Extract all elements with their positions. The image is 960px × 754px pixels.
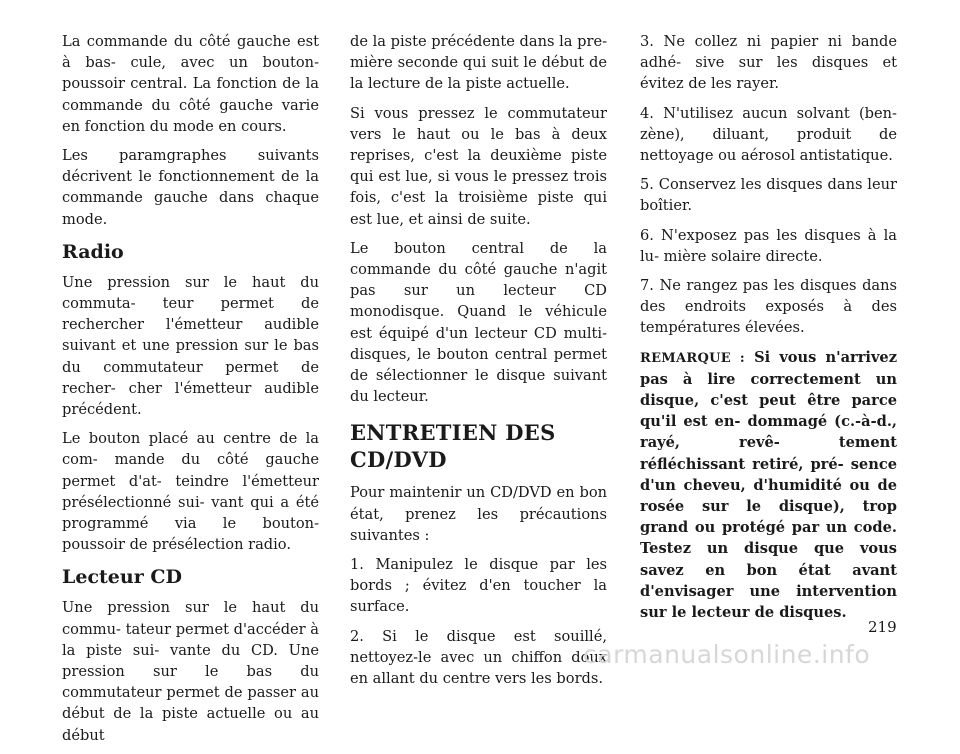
maintenance-step-1: 1. Manipulez le disque par les bords ; évitez d'en toucher la surface. — [350, 556, 607, 616]
cd-paragraph-2: Si vous pressez le commutateur vers le haut ou le bas à deux reprises, c'est la deuxième piste qui est lue, si vous le pressez trois fois, c'est la troisième piste qui est lue, et ainsi de suite. — [350, 104, 607, 228]
maintenance-heading: ENTRETIEN DES CD/DVD — [350, 420, 556, 473]
intro-paragraph: La commande du côté gauche est à bas- cule, avec un bouton-poussoir central. La fonction de la commande du côté gauche varie en fonction du mode en cours. — [62, 33, 319, 135]
maintenance-intro: Pour maintenir un CD/DVD en bon état, prenez les précautions suivantes : — [350, 484, 607, 544]
maintenance-step-5: 5. Conservez les disques dans leur boîtier. — [640, 176, 897, 215]
maintenance-step-4: 4. N'utilisez aucun solvant (ben- zène), diluant, produit de nettoyage ou aérosol antistatique. — [640, 104, 897, 165]
modes-paragraph: Les paramgraphes suivants décrivent le fonctionnement de la commande gauche dans chaque mode. — [62, 147, 319, 228]
column-right — [640, 31, 897, 631]
cd-paragraph-1: Une pression sur le haut du commu- tateur permet d'accéder à la piste sui- vante du CD. Une pression sur le bas du commutateur permet de passer au début de la piste actuelle ou au début — [62, 599, 319, 744]
note-paragraph — [640, 347, 897, 624]
radio-heading: Radio — [62, 240, 124, 263]
note-text: Si vous n'arrivez pas à lire correctement un disque, c'est peut être parce qu'il est en- dommagé (c.-à-d., rayé, revê- tement réfléchissant retiré, pré- sence d'un cheveu, d'humidité ou de rosée sur le disque), trop grand ou protégé par un code. Testez un disque que vous savez en bon état avant d'envisager une intervention sur le lecteur de disques. — [640, 348, 898, 622]
note-label: REMARQUE : — [640, 350, 745, 366]
cd-heading: Lecteur CD — [62, 566, 182, 589]
maintenance-step-6: 6. N'exposez pas les disques à la lu- mière solaire directe. — [640, 226, 897, 265]
radio-paragraph-1: Une pression sur le haut du commuta- teur permet de rechercher l'émetteur audible suivant et une pression sur le bas du commutateur permet de recher- cher l'émetteur audible précédent. — [62, 273, 319, 419]
radio-paragraph-2: Le bouton placé au centre de la com- mande du côté gauche permet d'at- teindre l'émetteur présélectionné sui- vant qui a été programmé via le bouton- poussoir de présélection radio. — [62, 430, 319, 554]
cd-paragraph-continued: de la piste précédente dans la pre- mière seconde qui suit le début de la lecture de la piste actuelle. — [350, 33, 608, 93]
page-number: 219 — [868, 618, 897, 636]
maintenance-step-2: 2. Si le disque est souillé, nettoyez-le avec un chiffon doux en allant du centre vers les bords. — [350, 627, 607, 688]
column-left — [62, 31, 319, 754]
maintenance-step-3: 3. Ne collez ni papier ni bande adhé- sive sur les disques et évitez de les rayer. — [640, 33, 897, 93]
watermark: carmanualsonline.info — [583, 640, 871, 669]
maintenance-step-7: 7. Ne rangez pas les disques dans des endroits exposés à des températures élevées. — [640, 277, 897, 337]
cd-paragraph-3: Le bouton central de la commande du côté gauche n'agit pas sur un lecteur CD monodisque. Quand le véhicule est équipé d'un lecteur CD multi-disques, le bouton central permet de sélectionner le disque suivant du lecteur. — [350, 239, 607, 406]
column-middle — [350, 31, 607, 697]
